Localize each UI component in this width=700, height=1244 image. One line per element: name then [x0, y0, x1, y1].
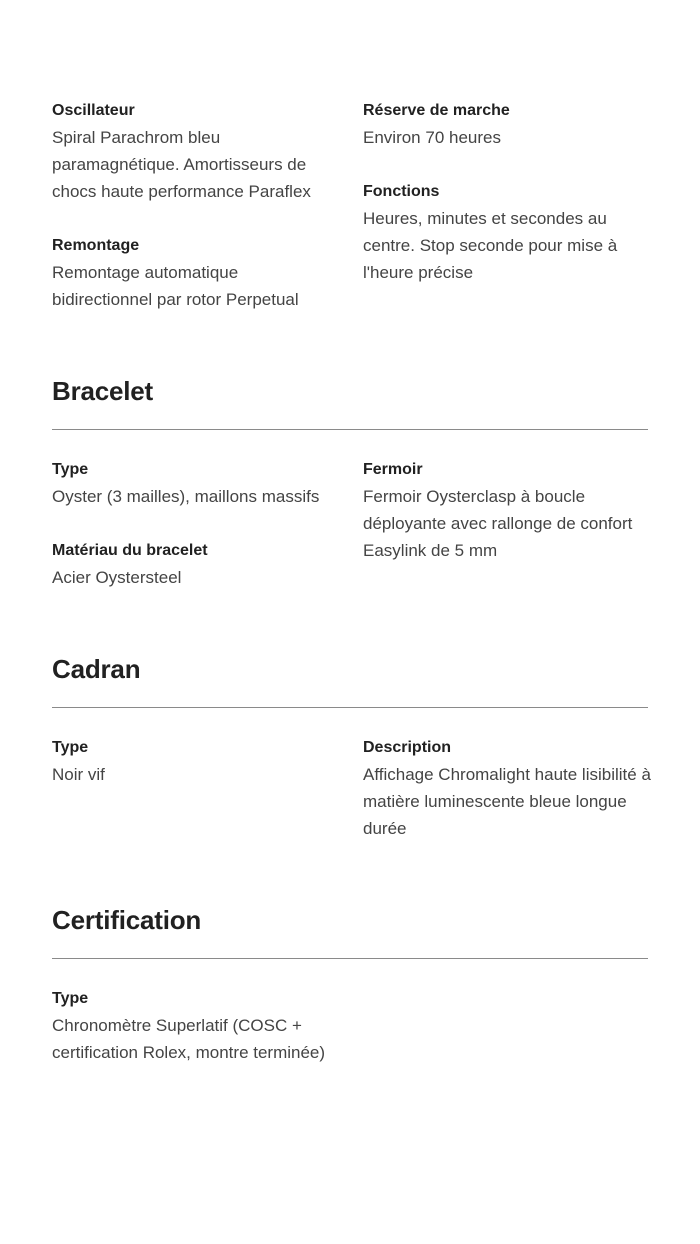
section-title-bracelet: Bracelet: [52, 376, 154, 406]
spec-value: Heures, minutes et secondes au centre. Stop seconde pour mise à l'heure précise: [363, 209, 618, 282]
spec-remontage: [52, 232, 342, 313]
spec-value: Acier Oystersteel: [52, 568, 182, 587]
spec-value: Affichage Chromalight haute lisibilité à matière luminescente bleue longue durée: [363, 765, 651, 838]
spec-certification-type: [52, 985, 342, 1066]
movement-left-column: [52, 97, 342, 340]
spec-label: Type: [52, 739, 89, 756]
spec-label: Remontage: [52, 237, 140, 254]
cadran-right-column: [363, 734, 653, 869]
section-divider: [52, 958, 648, 959]
certification-left-column: [52, 985, 342, 1093]
movement-right-column: [363, 97, 653, 313]
spec-fermoir: [363, 456, 653, 564]
spec-cadran-type: [52, 734, 342, 788]
cadran-left-column: [52, 734, 342, 815]
section-title-cadran: Cadran: [52, 654, 141, 684]
spec-label: Réserve de marche: [363, 102, 510, 119]
spec-label: Fermoir: [363, 461, 423, 478]
spec-label: Fonctions: [363, 183, 440, 200]
spec-bracelet-type: [52, 456, 342, 510]
spec-reserve-de-marche: [363, 97, 653, 151]
section-divider: [52, 707, 648, 708]
section-divider: [52, 429, 648, 430]
spec-label: Type: [52, 461, 89, 478]
spec-label: Type: [52, 990, 89, 1007]
spec-value: Oyster (3 mailles), maillons massifs: [52, 487, 320, 506]
spec-value: Environ 70 heures: [363, 128, 501, 147]
bracelet-left-column: [52, 456, 342, 618]
spec-oscillateur: [52, 97, 342, 205]
section-title-certification: Certification: [52, 905, 202, 935]
spec-fonctions: [363, 178, 653, 286]
spec-label: Matériau du bracelet: [52, 542, 208, 559]
spec-description: [363, 734, 653, 842]
spec-value: Chronomètre Superlatif (COSC + certification Rolex, montre terminée): [52, 1016, 326, 1062]
spec-value: Fermoir Oysterclasp à boucle déployante avec rallonge de confort Easylink de 5 mm: [363, 487, 633, 560]
spec-value: Remontage automatique bidirectionnel par rotor Perpetual: [52, 263, 299, 309]
bracelet-right-column: [363, 456, 653, 591]
spec-label: Description: [363, 739, 452, 756]
spec-materiau-du-bracelet: [52, 537, 342, 591]
spec-label: Oscillateur: [52, 102, 135, 119]
spec-value: Noir vif: [52, 765, 105, 784]
spec-value: Spiral Parachrom bleu paramagnétique. Amortisseurs de chocs haute performance Paraflex: [52, 128, 311, 201]
